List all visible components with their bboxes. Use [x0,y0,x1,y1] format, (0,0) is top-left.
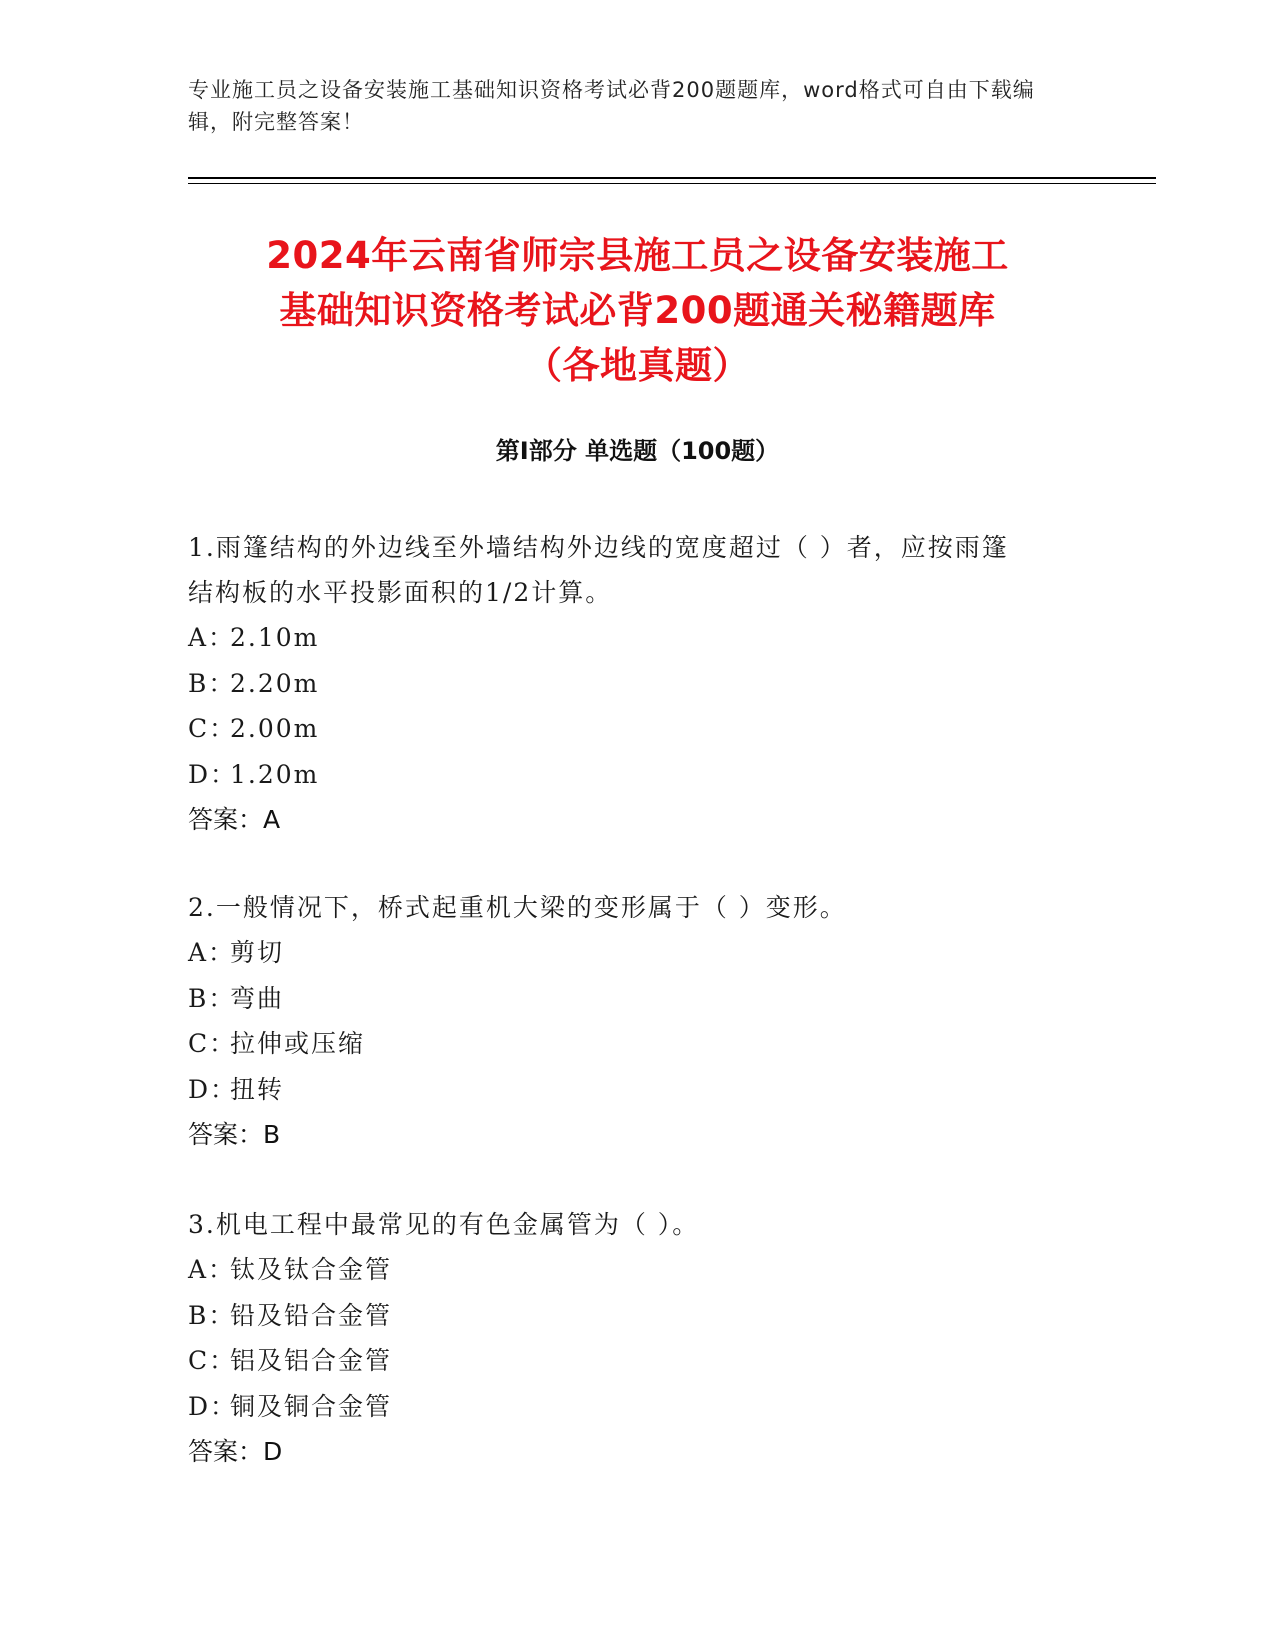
section-title: 第Ⅰ部分 单选题（100题） [495,437,780,465]
option-text: 剪切 [230,938,285,967]
option-text: 2.10m [230,623,320,652]
option-key: D： [188,759,238,789]
option-key: C： [188,714,237,743]
option-d [188,1384,1088,1430]
option-b [188,661,1088,707]
option-a [188,615,1088,661]
option-key: A： [188,938,236,967]
title-line: 基础知识资格考试必背200题通关秘籍题库 [279,289,996,332]
option-text: 2.20m [230,668,320,698]
option-text: 1.20m [230,759,320,789]
option-text: 扭转 [230,1074,285,1104]
option-text: 铜及铜合金管 [230,1391,393,1421]
question-2 [188,885,1088,1157]
option-text: 弯曲 [230,983,285,1013]
option-text: 铅及铅合金管 [230,1300,393,1330]
option-c [188,1338,1088,1384]
option-a [188,930,1088,976]
question-stem: 1.雨篷结构的外边线至外墙结构外边线的宽度超过（ ）者，应按雨篷 [188,533,1009,562]
answer: 答案：B [188,1120,281,1149]
option-c [188,1021,1088,1067]
option-key: B： [188,668,236,698]
option-text: 拉伸或压缩 [230,1029,366,1058]
option-d [188,752,1088,798]
document-title [150,228,1125,393]
option-key: C： [188,1029,237,1058]
option-b [188,976,1088,1022]
question-stem: 3.机电工程中最常见的有色金属管为（ ）。 [188,1210,700,1239]
question-1 [188,525,1088,842]
option-key: B： [188,1300,236,1330]
answer: 答案：A [188,805,281,834]
title-line: （各地真题） [525,344,750,387]
option-key: D： [188,1074,238,1104]
header-note: 专业施工员之设备安装施工基础知识资格考试必背200题题库，word格式可自由下载编辑，附完整答案！ [188,78,1035,134]
option-text: 2.00m [230,714,320,743]
option-c [188,706,1088,752]
option-key: A： [188,1255,236,1284]
title-line: 2024年云南省师宗县施工员之设备安装施工 [266,234,1009,277]
option-text: 铝及铝合金管 [230,1346,393,1375]
header-rule-thick [188,177,1156,179]
option-key: D： [188,1391,238,1421]
option-a [188,1247,1088,1293]
answer: 答案：D [188,1437,283,1466]
option-b [188,1293,1088,1339]
question-stem: 2.一般情况下，桥式起重机大梁的变形属于（ ）变形。 [188,893,847,922]
header-rule-thin [188,183,1156,184]
option-text: 钛及钛合金管 [230,1255,393,1284]
question-stem: 结构板的水平投影面积的1/2计算。 [188,578,613,607]
option-key: A： [188,623,236,652]
option-d [188,1067,1088,1113]
question-3 [188,1202,1088,1474]
document-title-full [0,0,1,1]
option-key: C： [188,1346,237,1375]
option-key: B： [188,983,236,1013]
